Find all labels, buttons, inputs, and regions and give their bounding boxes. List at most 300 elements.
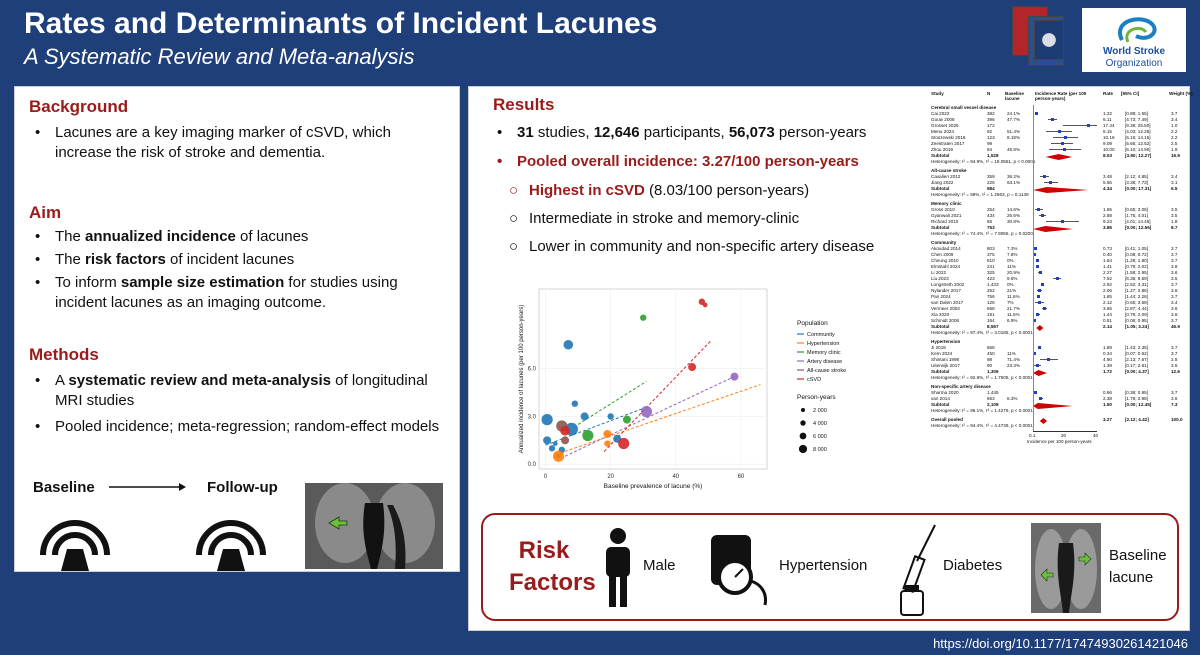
forest-cell: 51.4% bbox=[1007, 129, 1021, 134]
point-community bbox=[543, 436, 551, 444]
forest-cell: Sharma 2020 bbox=[931, 390, 959, 395]
forest-cell: 3.7 bbox=[1171, 282, 1178, 287]
forest-header-cell: Weight (%) bbox=[1169, 91, 1193, 96]
forest-cell: 30.8% bbox=[1007, 219, 1021, 224]
risk-title-line1: Risk bbox=[518, 537, 570, 564]
forest-ci-line bbox=[1049, 149, 1080, 150]
forest-cell: [5.66; 12.52] bbox=[1125, 141, 1151, 146]
forest-cell: [0.17; 2.61] bbox=[1125, 363, 1148, 368]
forest-cell: Schmidt 2006 bbox=[931, 318, 960, 323]
forest-cell: [3.90; 12.27] bbox=[1125, 153, 1152, 158]
forest-cell: [0.79; 2.09] bbox=[1125, 312, 1148, 317]
forest-cell: 810 bbox=[987, 258, 995, 263]
forest-point bbox=[1058, 130, 1061, 133]
forest-cell: 803 bbox=[987, 246, 995, 251]
forest-cell: 1.44 bbox=[1103, 312, 1112, 317]
forest-point bbox=[1041, 283, 1044, 286]
forest-cell: Liu 2023 bbox=[931, 276, 949, 281]
forest-cell: [0.89; 1.55] bbox=[1125, 111, 1148, 116]
point-community bbox=[542, 414, 553, 425]
methods-title: Methods bbox=[29, 345, 99, 364]
forest-point bbox=[1087, 124, 1090, 127]
arrow-right-icon bbox=[107, 480, 187, 494]
forest-cell: 3.7 bbox=[1171, 318, 1178, 323]
forest-cell: 46.9 bbox=[1171, 324, 1180, 329]
forest-point bbox=[1041, 214, 1044, 217]
forest-cell: 3.5 bbox=[1171, 207, 1178, 212]
bullet-dot: • bbox=[497, 124, 503, 141]
forest-cell: 3.4 bbox=[1171, 174, 1178, 179]
forest-cell: 2.12 bbox=[1103, 300, 1112, 305]
forest-cell: 1.50 bbox=[1103, 402, 1112, 407]
forest-cell: 65 bbox=[987, 219, 993, 224]
forest-header-cell: Incidence Rate (per 100 person-years) bbox=[1035, 91, 1087, 101]
forest-cell: 16.9 bbox=[1171, 153, 1180, 158]
x-tick-label: 0 bbox=[543, 474, 548, 480]
forest-heterogeneity: Heterogeneity: I² = 94.9%, τ² = 18.0551, p < 0.0001 bbox=[931, 159, 1036, 164]
forest-point bbox=[1064, 136, 1067, 139]
forest-cell: Xia 2020 bbox=[931, 312, 950, 317]
forest-cell: Subtotal bbox=[931, 369, 950, 374]
forest-cell: [1.27; 2.86] bbox=[1125, 288, 1148, 293]
forest-cell: 3.7 bbox=[1171, 252, 1178, 257]
forest-cell: [0.06; 0.95] bbox=[1125, 318, 1148, 323]
wso-logo-swirl-icon bbox=[1082, 10, 1186, 48]
x-tick-label: 60 bbox=[737, 474, 745, 480]
forest-cell: [0.65; 3.58] bbox=[1125, 300, 1148, 305]
forest-group-title: Community bbox=[931, 240, 957, 245]
forest-cell: [1.28; 1.80] bbox=[1125, 258, 1148, 263]
point-artery-disease bbox=[641, 406, 652, 417]
forest-point bbox=[1047, 358, 1050, 361]
forest-group-title: Memory clinic bbox=[931, 201, 962, 206]
header-bar bbox=[0, 0, 1200, 80]
forest-point bbox=[1036, 265, 1039, 268]
forest-cell: 20.9% bbox=[1007, 270, 1021, 275]
forest-point bbox=[1036, 313, 1039, 316]
forest-cell: 0.66 bbox=[1103, 390, 1112, 395]
y-axis-label: Annualized incidence of lacunes (per 100 person-years) bbox=[519, 304, 525, 454]
legend-entry: Artery disease bbox=[807, 359, 843, 365]
forest-cell: Chen 2009 bbox=[931, 252, 954, 257]
left-panel bbox=[14, 86, 460, 572]
forest-cell: Gross 2010 bbox=[931, 207, 955, 212]
forest-cell: Cai 2022 bbox=[931, 111, 950, 116]
point-memory-clinic bbox=[582, 430, 593, 441]
forest-cell: [2.13; 7.67] bbox=[1125, 357, 1148, 362]
forest-cell: [0.08; 0.72] bbox=[1125, 252, 1148, 257]
forest-cell: [1.05; 3.24] bbox=[1125, 324, 1149, 329]
forest-cell: 668 bbox=[987, 306, 995, 311]
bullet-dot: • bbox=[35, 274, 41, 291]
forest-cell: 359 bbox=[987, 174, 995, 179]
forest-cell: 3.6 bbox=[1171, 396, 1178, 401]
forest-cell: [3.38; 7.73] bbox=[1125, 180, 1148, 185]
mri-scan-graphic bbox=[305, 483, 443, 569]
forest-cell: 98 bbox=[987, 357, 993, 362]
size-legend-marker bbox=[801, 408, 805, 412]
forest-cell: Uiterwijk 2017 bbox=[931, 363, 960, 368]
forest-cell: 100.0 bbox=[1171, 417, 1183, 422]
forest-heterogeneity: Heterogeneity: I² = 96.1%, τ² = 1.4276, p < 0.0001 bbox=[931, 408, 1033, 413]
forest-cell: Subtotal bbox=[931, 225, 950, 230]
aim-bullet-1 bbox=[35, 227, 445, 247]
forest-cell: 868 bbox=[987, 345, 995, 350]
forest-cell: 17.44 bbox=[1103, 123, 1115, 128]
forest-cell: 3.7 bbox=[1171, 111, 1178, 116]
forest-cell: [0.41; 1.05] bbox=[1125, 246, 1148, 251]
forest-axis-tick: 40 bbox=[1093, 433, 1099, 438]
forest-cell: 123 bbox=[987, 135, 995, 140]
forest-cell: Nylander 2017 bbox=[931, 288, 961, 293]
forest-cell: 90 bbox=[987, 363, 993, 368]
forest-cell: 7.3% bbox=[1007, 246, 1018, 251]
forest-heterogeneity: Heterogeneity: I² = 69%, τ² = 1.2963, p = 0.1138 bbox=[931, 192, 1029, 197]
forest-cell: 3.5 bbox=[1171, 363, 1178, 368]
forest-cell: Pan 2024 bbox=[931, 294, 951, 299]
forest-ci-line bbox=[1036, 113, 1038, 114]
forest-cell: 71.4% bbox=[1007, 357, 1021, 362]
background-title: Background bbox=[29, 97, 129, 116]
forest-cell: 3.5 bbox=[1171, 276, 1178, 281]
forest-cell: 0.34 bbox=[1103, 351, 1112, 356]
forest-group-title: All-cause stroke bbox=[931, 168, 967, 173]
mri-scanner-icon bbox=[35, 515, 115, 571]
forest-cell: 1.39 bbox=[1103, 363, 1112, 368]
forest-point bbox=[1063, 148, 1066, 151]
forest-cell: 99 bbox=[987, 141, 993, 146]
point-csvd bbox=[618, 438, 629, 449]
point-csvd bbox=[688, 363, 696, 371]
y-tick-label: 6.0 bbox=[527, 366, 536, 373]
point-csvd bbox=[560, 426, 570, 436]
x-tick-label: 20 bbox=[607, 474, 615, 480]
forest-cell: 0.40 bbox=[1103, 252, 1112, 257]
forest-cell: 63.1% bbox=[1007, 180, 1021, 185]
size-legend-label: 8 000 bbox=[813, 447, 827, 453]
forest-cell: [1.78; 2.98] bbox=[1125, 396, 1148, 401]
forest-cell: 1.72 bbox=[1103, 369, 1112, 374]
forest-cell: 2,108 bbox=[987, 402, 999, 407]
forest-cell: 3.6 bbox=[1171, 306, 1178, 311]
forest-ci-line bbox=[1040, 176, 1049, 177]
aim-title: Aim bbox=[29, 203, 62, 222]
forest-ci-line bbox=[1036, 266, 1040, 267]
logo-text-line2: Organization bbox=[1105, 58, 1163, 69]
aim-text-3: To inform sample size estimation for studies using incident lacunes as an imaging outcome. bbox=[55, 274, 398, 311]
results-bullet-1 bbox=[497, 123, 937, 143]
forest-cell: 3.6 bbox=[1171, 312, 1178, 317]
logo-text-line1: World Stroke bbox=[1102, 46, 1166, 57]
size-legend-label: 2 000 bbox=[813, 408, 827, 414]
methods-bullet-1 bbox=[35, 371, 445, 411]
x-tick-label: 40 bbox=[672, 474, 680, 480]
forest-cell: 3.7 bbox=[1171, 258, 1178, 263]
forest-cell: [0.00; 4.37] bbox=[1125, 369, 1149, 374]
right-panel bbox=[468, 86, 1193, 631]
forest-cell: [2.12; 4.42] bbox=[1125, 417, 1149, 422]
forest-point bbox=[1061, 220, 1064, 223]
forest-cell: 23.3% bbox=[1007, 363, 1021, 368]
bullet-dot: • bbox=[35, 124, 41, 141]
forest-cell: 2.06 bbox=[1103, 288, 1112, 293]
scatter-chart bbox=[477, 277, 917, 499]
risk-hypertension-label: Hypertension bbox=[779, 557, 868, 574]
forest-point bbox=[1043, 307, 1046, 310]
forest-cell: Subtotal bbox=[931, 186, 950, 191]
forest-ci-line bbox=[1039, 215, 1046, 216]
journal-cover-image bbox=[1012, 6, 1072, 70]
forest-cell: van Dalen 2017 bbox=[931, 300, 964, 305]
point-all-cause-stroke bbox=[561, 436, 569, 444]
forest-ci-line bbox=[1040, 359, 1058, 360]
y-tick-label: 0.0 bbox=[527, 462, 536, 469]
legend-entry: All-cause stroke bbox=[807, 368, 847, 374]
bullet-dot: • bbox=[497, 153, 503, 170]
aim-text-1: The annualized incidence of lacunes bbox=[55, 228, 309, 245]
mri-scanner-icon bbox=[191, 515, 271, 571]
forest-cell: 1.22 bbox=[1103, 111, 1112, 116]
forest-cell: 753 bbox=[987, 225, 995, 230]
size-legend-marker bbox=[800, 420, 805, 425]
forest-cell: van 2014 bbox=[931, 396, 950, 401]
forest-point bbox=[1038, 289, 1041, 292]
risk-factors-box bbox=[481, 513, 1179, 621]
forest-ci-line bbox=[1038, 296, 1041, 297]
forest-cell: 11.5% bbox=[1007, 312, 1020, 317]
forest-heterogeneity: Heterogeneity: I² = 97.4%, τ² = 3.0185, p < 0.0001 bbox=[931, 330, 1033, 335]
forest-cell: 0% bbox=[1007, 258, 1014, 263]
forest-cell: Akoudad 2014 bbox=[931, 246, 961, 251]
forest-cell: [0.00; 12.56] bbox=[1125, 225, 1152, 230]
forest-ci-line bbox=[1034, 365, 1042, 366]
methods-text-1: A systematic review and meta-analysis of longitudinal MRI studies bbox=[55, 372, 428, 409]
forest-header-cell: [95% CI] bbox=[1121, 91, 1140, 96]
forest-cell: [0.65; 3.08] bbox=[1125, 207, 1148, 212]
forest-cell: Shintani 1998 bbox=[931, 357, 960, 362]
forest-cell: 3.7 bbox=[1171, 294, 1178, 299]
forest-cell: 126 bbox=[987, 300, 995, 305]
forest-cell: 396 bbox=[987, 117, 995, 122]
background-bullet bbox=[35, 123, 445, 163]
scatter-legend bbox=[797, 320, 846, 453]
forest-cell: 21% bbox=[1007, 288, 1017, 293]
forest-cell: Stoszewski 2018 bbox=[931, 135, 966, 140]
forest-cell: 2.8 bbox=[1171, 357, 1178, 362]
forest-cell: 2.38 bbox=[1103, 396, 1112, 401]
forest-point bbox=[1056, 277, 1059, 280]
forest-cell: 4.90 bbox=[1103, 357, 1112, 362]
forest-cell: 48.8% bbox=[1007, 147, 1021, 152]
forest-cell: 11.6% bbox=[1007, 294, 1020, 299]
forest-cell: [4.73; 7.49] bbox=[1125, 117, 1148, 122]
bullet-dot: • bbox=[35, 372, 41, 389]
forest-cell: Elmstahl 2024 bbox=[931, 264, 961, 269]
forest-cell: [6.35; 8.69] bbox=[1125, 276, 1148, 281]
forest-cell: Subtotal bbox=[931, 153, 950, 158]
forest-ci-line bbox=[1051, 143, 1073, 144]
forest-header-cell: Study bbox=[931, 91, 944, 96]
forest-cell: 172 bbox=[987, 123, 995, 128]
forest-cell: [0.36; 0.95] bbox=[1125, 390, 1148, 395]
forest-cell: 252 bbox=[987, 288, 995, 293]
forest-cell: [1.43; 2.35] bbox=[1125, 345, 1148, 350]
lower-text: Lower in community and non-specific artery disease bbox=[529, 238, 875, 255]
circle-bullet-icon: ○ bbox=[509, 210, 519, 227]
forest-cell: 2.5 bbox=[1171, 141, 1178, 146]
forest-header-cell: Rate bbox=[1103, 91, 1113, 96]
forest-ci-line bbox=[1036, 314, 1040, 315]
forest-x-axis bbox=[1033, 431, 1097, 432]
forest-point bbox=[1043, 175, 1046, 178]
size-legend-marker bbox=[799, 445, 807, 453]
forest-point bbox=[1049, 181, 1052, 184]
forest-cell: 164 bbox=[987, 318, 995, 323]
forest-cell: 3.4 bbox=[1171, 117, 1178, 122]
forest-cell: Overall pooled bbox=[931, 417, 963, 422]
forest-point bbox=[1051, 118, 1054, 121]
legend-entry: Hypertension bbox=[807, 341, 840, 347]
results-bullet-pooled bbox=[497, 152, 937, 172]
forest-cell: 663 bbox=[987, 396, 995, 401]
results-title: Results bbox=[493, 95, 555, 114]
point-community bbox=[607, 413, 613, 419]
legend-title: Population bbox=[797, 320, 828, 327]
forest-cell: Gyanwali 2021 bbox=[931, 213, 962, 218]
wso-logo bbox=[1082, 8, 1186, 72]
bullet-dot: • bbox=[35, 418, 41, 435]
doi-link[interactable]: https://doi.org/10.1177/17474930261421046 bbox=[933, 636, 1188, 651]
intermediate-text: Intermediate in stroke and memory-clinic bbox=[529, 210, 800, 227]
risk-diabetes-label: Diabetes bbox=[943, 557, 1003, 574]
circle-bullet-icon: ○ bbox=[509, 182, 519, 199]
risk-male-label: Male bbox=[643, 557, 676, 574]
forest-cell: 3.27 bbox=[1103, 417, 1112, 422]
legend-entry: Community bbox=[807, 332, 835, 338]
legend-entry: Memory clinic bbox=[807, 350, 841, 356]
forest-cell: 3.7 bbox=[1171, 351, 1178, 356]
forest-point bbox=[1036, 364, 1039, 367]
forest-cell: 25.6% bbox=[1007, 213, 1021, 218]
aim-text-2: The risk factors of incident lacunes bbox=[55, 251, 295, 268]
forest-cell: 3.5 bbox=[1171, 213, 1178, 218]
forest-cell: 2.88 bbox=[1103, 213, 1112, 218]
forest-header-cell: N bbox=[987, 91, 991, 96]
forest-cell: 9.5% bbox=[1007, 276, 1018, 281]
forest-cell: 6.5 bbox=[1171, 186, 1178, 191]
forest-axis-tick: 0.1 bbox=[1029, 433, 1036, 438]
forest-cell: 1.0 bbox=[1171, 123, 1178, 128]
forest-cell: Zeestraten 2017 bbox=[931, 141, 965, 146]
forest-ci-line bbox=[1053, 137, 1079, 138]
forest-cell: Subtotal bbox=[931, 324, 950, 329]
point-community bbox=[564, 340, 574, 350]
bullet-dot: • bbox=[35, 251, 41, 268]
forest-cell: 8.7 bbox=[1171, 225, 1178, 230]
forest-cell: [2.12; 4.85] bbox=[1125, 174, 1148, 179]
forest-cell: 382 bbox=[987, 111, 995, 116]
forest-cell: 6.3% bbox=[1007, 396, 1018, 401]
forest-group-title: Hypertension bbox=[931, 339, 961, 344]
forest-cell: Gouw 2008 bbox=[931, 117, 955, 122]
forest-cell: 3.4 bbox=[1171, 300, 1178, 305]
forest-cell: 10.00 bbox=[1103, 147, 1115, 152]
forest-cell: [0.07; 0.62] bbox=[1125, 351, 1148, 356]
poster-subtitle: A Systematic Review and Meta-analysis bbox=[24, 44, 415, 69]
forest-point bbox=[1034, 247, 1037, 250]
forest-cell: [0.79; 2.02] bbox=[1125, 264, 1148, 269]
forest-cell: 11% bbox=[1007, 264, 1016, 269]
forest-ci-line bbox=[1038, 347, 1041, 348]
forest-cell: 434 bbox=[987, 213, 995, 218]
pooled-incidence-text: Pooled overall incidence: 3.27/100 person-years bbox=[517, 153, 859, 170]
forest-cell: Vermeer 2003 bbox=[931, 306, 960, 311]
point-memory-clinic bbox=[640, 314, 646, 320]
forest-cell: Richard 2010 bbox=[931, 219, 959, 224]
forest-cell: 1.9 bbox=[1171, 147, 1178, 152]
aim-bullet-3 bbox=[35, 273, 445, 313]
forest-cell: 11% bbox=[1007, 351, 1016, 356]
forest-point bbox=[1039, 397, 1042, 400]
forest-cell: [4.01; 14.45] bbox=[1125, 219, 1151, 224]
forest-point bbox=[1038, 346, 1041, 349]
forest-point bbox=[1037, 295, 1040, 298]
insulin-syringe-icon bbox=[895, 521, 941, 617]
forest-cell: Ji 2018 bbox=[931, 345, 946, 350]
forest-ci-line bbox=[1038, 272, 1042, 273]
forest-cell: Subtotal bbox=[931, 402, 950, 407]
point-community bbox=[553, 441, 558, 446]
forest-cell: 375 bbox=[987, 252, 995, 257]
methods-bullet-2 bbox=[35, 417, 455, 437]
results-bullet-lower bbox=[509, 237, 929, 257]
forest-cell: 3.6 bbox=[1171, 270, 1178, 275]
bullet-dot: • bbox=[35, 228, 41, 245]
forest-cell: Jiang 2022 bbox=[931, 180, 954, 185]
results-text-1: 31 studies, 12,646 participants, 56,073 person-years bbox=[517, 124, 867, 141]
forest-cell: 2.2 bbox=[1171, 129, 1178, 134]
forest-heterogeneity: Heterogeneity: I² = 92.8%, τ² = 1.7505, p < 0.0001 bbox=[931, 375, 1033, 380]
forest-ci-line bbox=[1046, 221, 1079, 222]
forest-overall-heterogeneity: Heterogeneity: I² = 94.4%, τ² = 4.4739, p < 0.0001 bbox=[931, 423, 1033, 428]
forest-cell: 1,528 bbox=[987, 153, 999, 158]
forest-cell: 756 bbox=[987, 294, 995, 299]
forest-cell: 84 bbox=[987, 147, 993, 152]
point-hypertension bbox=[553, 451, 564, 462]
legend-entry: cSVD bbox=[807, 377, 822, 383]
forest-cell: 0% bbox=[1007, 282, 1014, 287]
forest-point bbox=[1034, 391, 1037, 394]
forest-cell: 1.89 bbox=[1103, 345, 1112, 350]
forest-cell: 1,445 bbox=[987, 390, 999, 395]
forest-cell: 0.51 bbox=[1103, 318, 1112, 323]
followup-label: Follow-up bbox=[207, 479, 278, 496]
lacune-scan-graphic bbox=[1031, 523, 1101, 613]
size-legend-marker bbox=[800, 433, 807, 440]
forest-point bbox=[1037, 208, 1040, 211]
forest-ci-line bbox=[1041, 284, 1044, 285]
x-axis-label: Baseline prevalence of lacune (%) bbox=[603, 483, 703, 490]
point-hypertension bbox=[603, 430, 611, 438]
forest-cell: 1.86 bbox=[1103, 207, 1112, 212]
forest-cell: 12.6 bbox=[1171, 369, 1180, 374]
forest-ci-line bbox=[1035, 302, 1044, 303]
forest-heterogeneity: Heterogeneity: I² = 74.4%, τ² = 7.9055, p = 0.0200 bbox=[931, 231, 1033, 236]
forest-ci-line bbox=[1039, 398, 1043, 399]
forest-cell: 3.6 bbox=[1171, 288, 1178, 293]
risk-factors-title bbox=[509, 535, 596, 599]
forest-cell: 6.11 bbox=[1103, 117, 1112, 122]
